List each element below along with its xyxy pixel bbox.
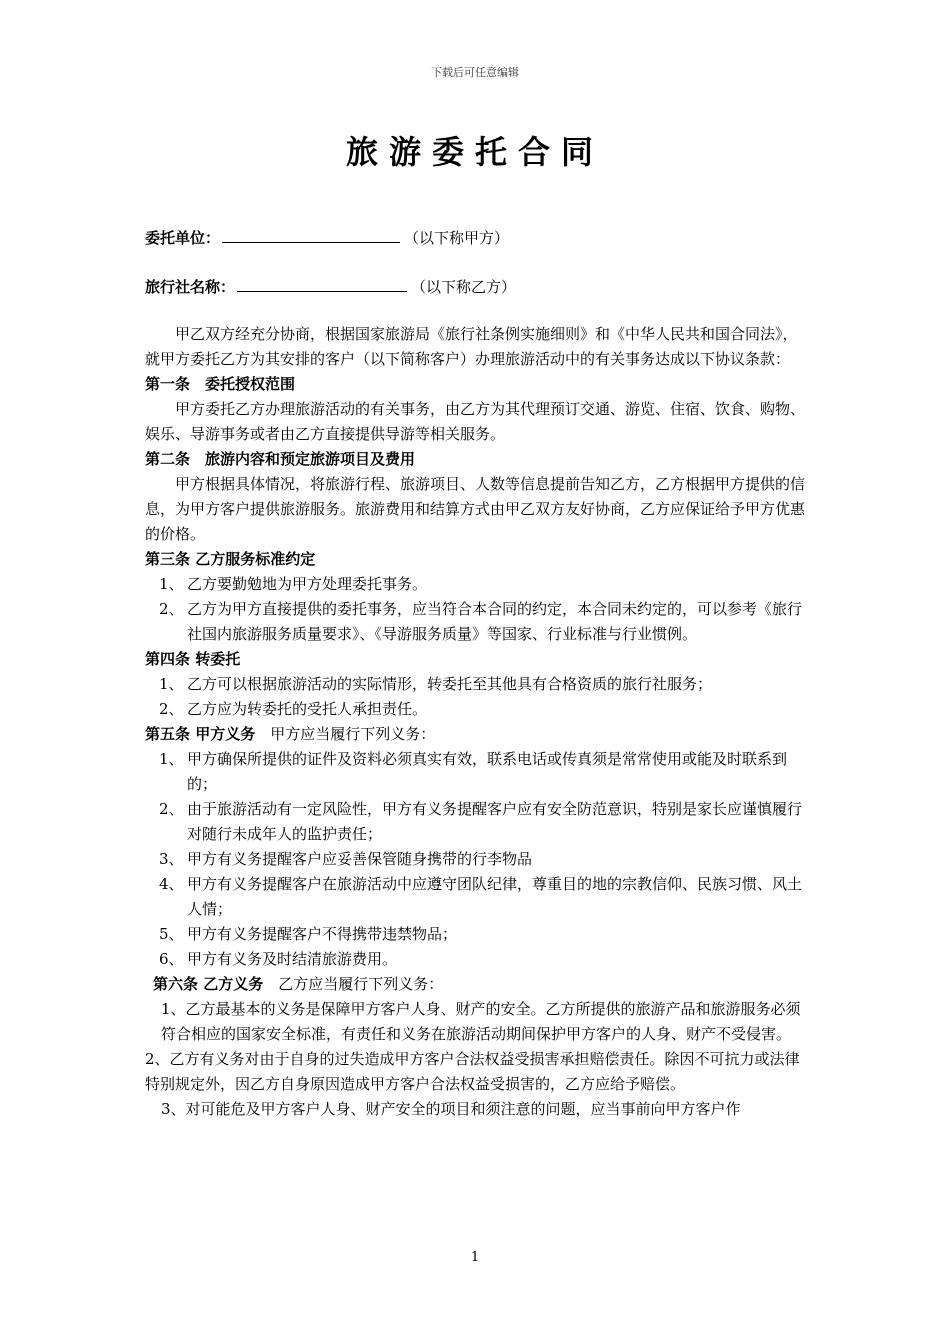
article-4-heading: 第四条 转委托	[145, 650, 241, 668]
page-number: 1	[470, 1250, 480, 1265]
party-b-blank[interactable]	[237, 277, 407, 292]
article-6-item-2: 2、乙方有义务对由于自身的过失造成甲方客户合法权益受损害承担赔偿责任。除因不可抗力或法律特别规定外，因乙方自身原因造成甲方客户合法权益受损害的，乙方应给予赔偿。	[145, 1050, 800, 1093]
list-item	[159, 697, 810, 722]
item-text: 甲方有义务提醒客户在旅游活动中应遵守团队纪律，尊重目的地的宗教信仰、民族习惯、风土人情；	[187, 875, 803, 918]
item-text: 甲方有义务提醒客户应妥善保管随身携带的行李物品	[187, 850, 533, 868]
list-item	[159, 597, 810, 647]
party-b-line	[145, 277, 516, 297]
item-number: 4、	[159, 875, 184, 893]
article-2-text: 甲方根据具体情况，将旅游行程、旅游项目、人数等信息提前告知乙方，乙方根据甲方提供的信息，为甲方客户提供旅游服务。旅游费用和结算方式由甲乙双方友好协商，乙方应保证给予甲方优惠的价格。	[145, 475, 806, 543]
article-5-heading: 第五条 甲方义务	[145, 725, 256, 743]
item-text: 由于旅游活动有一定风险性，甲方有义务提醒客户应有安全防范意识，特别是家长应谨慎履行对随行未成年人的监护责任；	[187, 800, 803, 843]
document-title: 旅游委托合同	[345, 133, 604, 171]
party-a-line	[145, 228, 509, 248]
list-item	[159, 572, 810, 597]
list-item	[159, 872, 810, 922]
party-b-suffix: （以下称乙方）	[411, 278, 517, 296]
item-text: 乙方为甲方直接提供的委托事务，应当符合本合同的约定，本合同未约定的，可以参考《旅行社国内旅游服务质量要求》、《导游服务质量》等国家、行业标准与行业惯例。	[187, 600, 803, 643]
item-number: 2、	[159, 700, 184, 718]
item-text: 甲方有义务及时结清旅游费用。	[187, 950, 398, 968]
article-6-heading: 第六条 乙方义务	[153, 975, 264, 993]
item-number: 2、	[159, 600, 184, 618]
list-item	[159, 797, 810, 847]
article-6-item-3: 3、对可能危及甲方客户人身、财产安全的项目和须注意的问题，应当事前向甲方客户作	[161, 1100, 741, 1118]
list-item	[159, 847, 810, 872]
list-item	[159, 672, 810, 697]
contract-body	[145, 322, 810, 1122]
item-text: 甲方确保所提供的证件及资料必须真实有效，联系电话或传真须是常常使用或能及时联系到的；	[187, 750, 788, 793]
item-text: 乙方应为转委托的受托人承担责任。	[187, 700, 428, 718]
list-item	[159, 747, 810, 797]
item-number: 1、	[159, 675, 184, 693]
article-1-heading: 第一条 委托授权范围	[145, 375, 296, 393]
party-a-suffix: （以下称甲方）	[404, 229, 510, 247]
article-6-lead: 乙方应当履行下列义务：	[278, 975, 444, 993]
article-1-text: 甲方委托乙方办理旅游活动的有关事务，由乙方为其代理预订交通、游览、住宿、饮食、购物、娱乐、导游事务或者由乙方直接提供导游等相关服务。	[145, 400, 806, 443]
page-header: 下载后可任意编辑	[431, 66, 519, 79]
item-text: 乙方要勤勉地为甲方处理委托事务。	[187, 575, 428, 593]
party-a-blank[interactable]	[222, 228, 400, 243]
item-number: 2、	[159, 800, 184, 818]
item-number: 6、	[159, 950, 184, 968]
list-item	[159, 947, 810, 972]
party-a-label: 委托单位：	[145, 229, 221, 247]
item-text: 甲方有义务提醒客户不得携带违禁物品；	[187, 925, 458, 943]
article-3-heading: 第三条 乙方服务标准约定	[145, 550, 316, 568]
item-number: 1、	[159, 575, 184, 593]
article-2-heading: 第二条 旅游内容和预定旅游项目及费用	[145, 450, 416, 468]
item-number: 3、	[159, 850, 184, 868]
item-number: 5、	[159, 925, 184, 943]
article-6-heading-line	[153, 972, 810, 997]
party-b-label: 旅行社名称：	[145, 278, 236, 296]
list-item	[159, 922, 810, 947]
item-text: 乙方可以根据旅游活动的实际情形，转委托至其他具有合格资质的旅行社服务；	[187, 675, 713, 693]
intro-paragraph: 甲乙双方经充分协商，根据国家旅游局《旅行社条例实施细则》和《中华人民共和国合同法》，就甲方委托乙方为其安排的客户（以下简称客户）办理旅游活动中的有关事务达成以下协议条款：	[145, 325, 798, 368]
item-number: 1、	[159, 750, 184, 768]
article-5-heading-line	[145, 722, 810, 747]
article-5-lead: 甲方应当履行下列义务：	[270, 725, 436, 743]
article-6-item-1: 1、乙方最基本的义务是保障甲方客户人身、财产的安全。乙方所提供的旅游产品和旅游服务必须符合相应的国家安全标准，有责任和义务在旅游活动期间保护甲方客户的人身、财产不受侵害。	[161, 1000, 801, 1043]
